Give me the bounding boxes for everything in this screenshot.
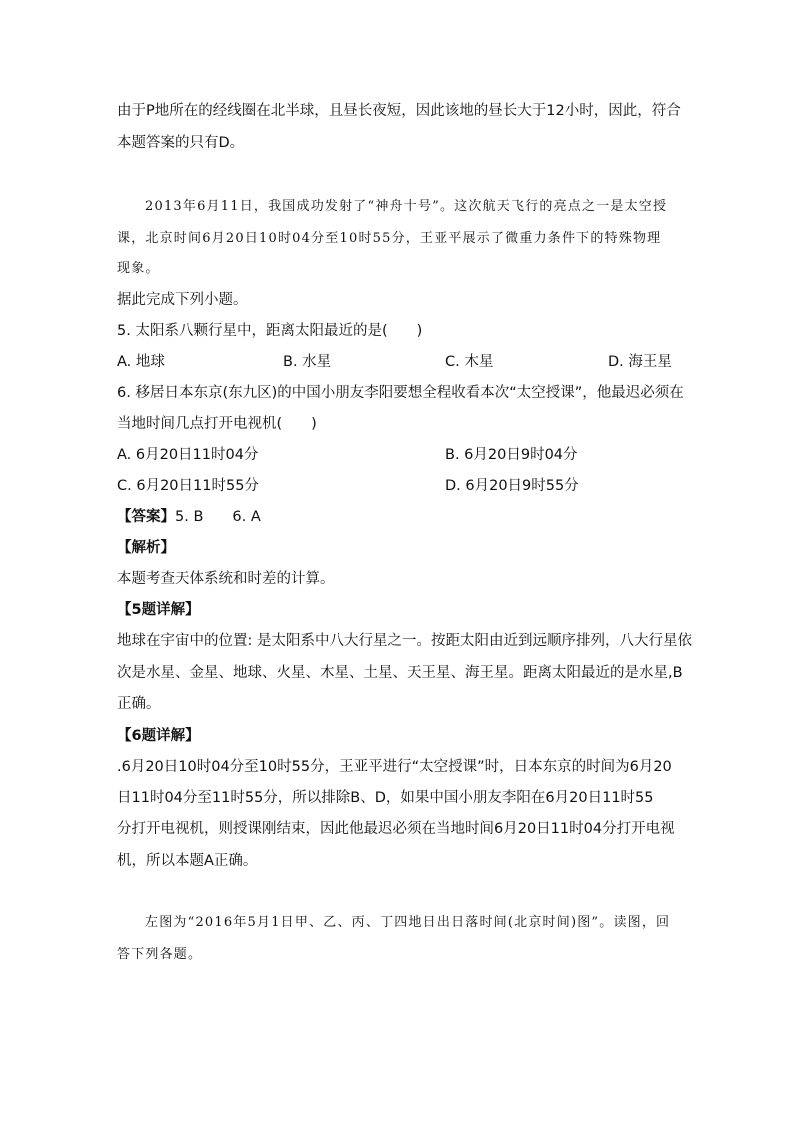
prev-answer-line-1: 由于P地所在的经线圈在北半球，且昼长夜短，因此该地的昼长大于12小时，因此，符合	[117, 103, 681, 119]
question-5-option-a: A. 地球	[117, 354, 165, 370]
detail-6-line-1: .6月20日10时04分至10时55分，王亚平进行“太空授课”时，日本东京的时间为6月20	[117, 759, 672, 775]
answer-text: 5. B 6. A	[175, 509, 261, 525]
analysis-text: 本题考查天体系统和时差的计算。	[117, 571, 335, 587]
question-6-option-a: A. 6月20日11时04分	[117, 447, 259, 463]
next-passage-line-1: 左图为“2016年5月1日甲、乙、丙、丁四地日出日落时间(北京时间)图”。读图，回	[145, 915, 671, 930]
prev-answer-line-2: 本题答案的只有D。	[117, 135, 245, 151]
detail-6-line-2: 日11时04分至11时55分，所以排除B、D，如果中国小朋友李阳在6月20日11时55	[117, 790, 654, 806]
next-passage-line-2: 答下列各题。	[117, 947, 203, 962]
passage-line-1: 2013年6月11日，我国成功发射了“神舟十号”。这次航天飞行的亮点之一是太空授	[145, 199, 668, 214]
detail-6-label: 【6题详解】	[117, 728, 200, 744]
detail-6-line-4: 机，所以本题A正确。	[117, 853, 258, 869]
question-5-stem: 5. 太阳系八颗行星中，距离太阳最近的是( )	[117, 323, 423, 339]
instruction: 据此完成下列小题。	[117, 292, 248, 308]
detail-5-line-1: 地球在宇宙中的位置: 是太阳系中八大行星之一。按距太阳由近到远顺序排列，八大行星依	[117, 633, 692, 649]
question-6-stem-line-1: 6. 移居日本东京(东九区)的中国小朋友李阳要想全程收看本次“太空授课”，他最迟必须在	[117, 385, 684, 401]
question-5-option-d: D. 海王星	[608, 354, 672, 370]
answer-row	[117, 507, 261, 527]
question-6-option-d: D. 6月20日9时55分	[445, 478, 579, 494]
passage-line-2: 课，北京时间6月20日10时04分至10时55分，王亚平展示了微重力条件下的特殊物理	[117, 231, 662, 246]
question-5-option-c: C. 木星	[445, 354, 494, 370]
question-5-option-b: B. 水星	[283, 354, 332, 370]
analysis-label: 【解析】	[117, 540, 175, 556]
question-6-stem-line-2: 当地时间几点打开电视机( )	[117, 416, 317, 432]
answer-label: 【答案】	[117, 509, 175, 525]
question-6-option-c: C. 6月20日11时55分	[117, 478, 259, 494]
question-6-option-b: B. 6月20日9时04分	[445, 447, 578, 463]
detail-6-line-3: 分打开电视机，则授课刚结束，因此他最迟必须在当地时间6月20日11时04分打开电视	[117, 821, 675, 837]
detail-5-label: 【5题详解】	[117, 602, 200, 618]
passage-line-3: 现象。	[117, 261, 160, 276]
detail-5-line-2: 次是水星、金星、地球、火星、木星、土星、天王星、海王星。距离太阳最近的是水星,B	[117, 665, 683, 681]
detail-5-line-3: 正确。	[117, 696, 161, 712]
